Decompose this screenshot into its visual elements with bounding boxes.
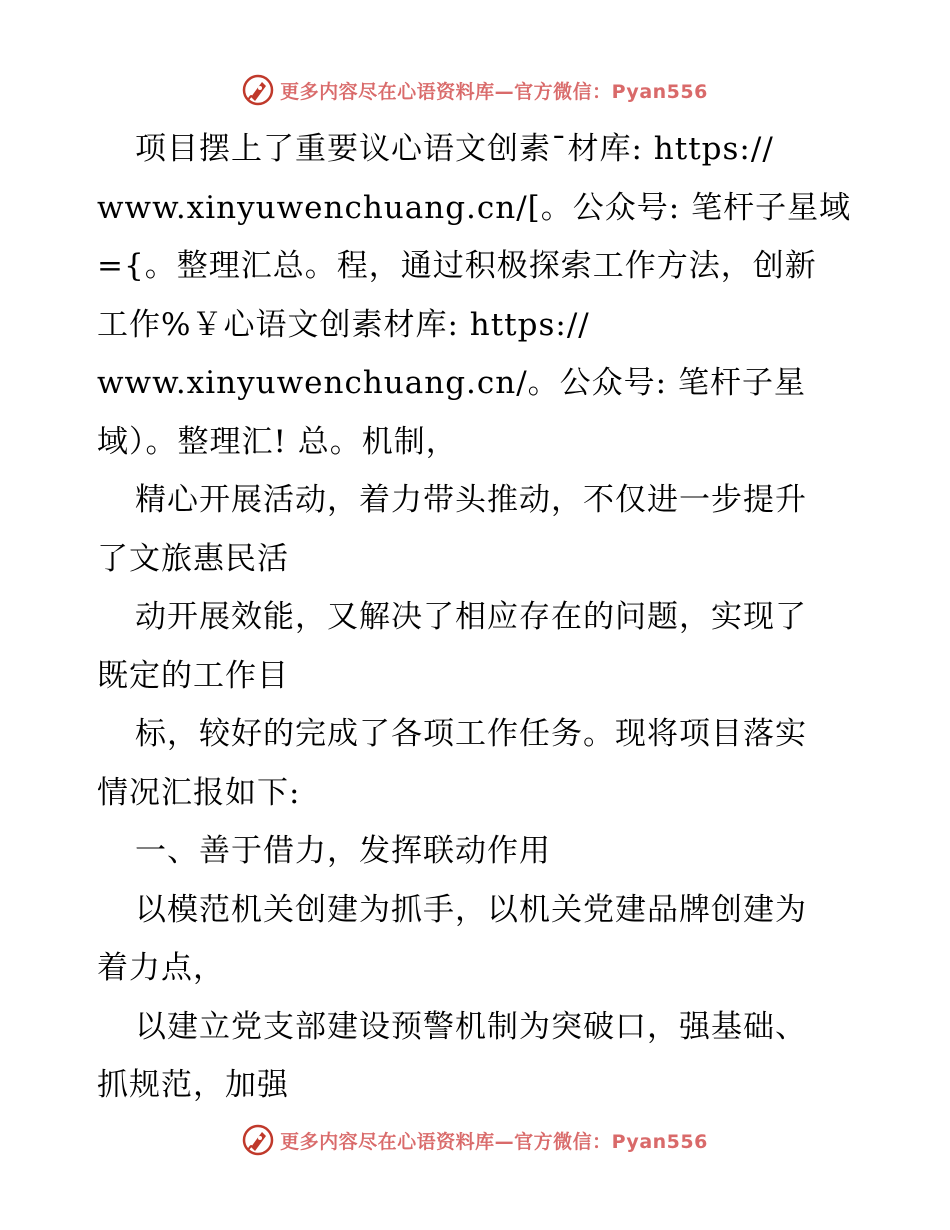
text-line: ={。整理汇总。程，通过积极探索工作方法，创新 <box>97 248 817 284</box>
text-line: 域）。整理汇! 总。机制， <box>97 423 458 460</box>
text-line: 抓规范，加强 <box>97 1067 289 1103</box>
text-line: 着力点， <box>97 950 225 986</box>
text-line: 项目摆上了重要议心语文创素¯材库: https:// <box>135 131 774 167</box>
text-line: www.xinyuwenchuang.cn/[。公众号: 笔杆子星域 <box>97 189 852 226</box>
text-line: 情况汇报如下: <box>97 774 301 811</box>
footer-watermark <box>0 1120 950 1160</box>
text-line: 动开展效能，又解决了相应存在的问题，实现了 <box>135 599 807 635</box>
text-line: 工作%￥心语文创素材库: https:// <box>97 306 590 343</box>
document-body <box>97 120 857 1115</box>
header-watermark-text: 更多内容尽在心语资料库—官方微信：Pyan556 <box>280 80 708 103</box>
text-line: 以建立党支部建设预警机制为突破口，强基础、 <box>135 1008 807 1045</box>
text-line: 既定的工作目 <box>97 657 289 694</box>
text-line: 了文旅惠民活 <box>97 540 289 577</box>
pen-nib-logo-icon <box>242 74 274 106</box>
header-watermark <box>0 70 950 110</box>
section-heading: 一、善于借力，发挥联动作用 <box>135 833 551 869</box>
footer-watermark-text: 更多内容尽在心语资料库—官方微信：Pyan556 <box>280 1130 708 1153</box>
pen-nib-logo-icon <box>242 1124 274 1156</box>
text-line: www.xinyuwenchuang.cn/。公众号: 笔杆子星 <box>97 365 806 401</box>
text-line: 精心开展活动，着力带头推动，不仅进一步提升 <box>135 482 807 518</box>
text-line: 标，较好的完成了各项工作任务。现将项目落实 <box>135 716 807 752</box>
text-line: 以模范机关创建为抓手，以机关党建品牌创建为 <box>135 891 807 928</box>
